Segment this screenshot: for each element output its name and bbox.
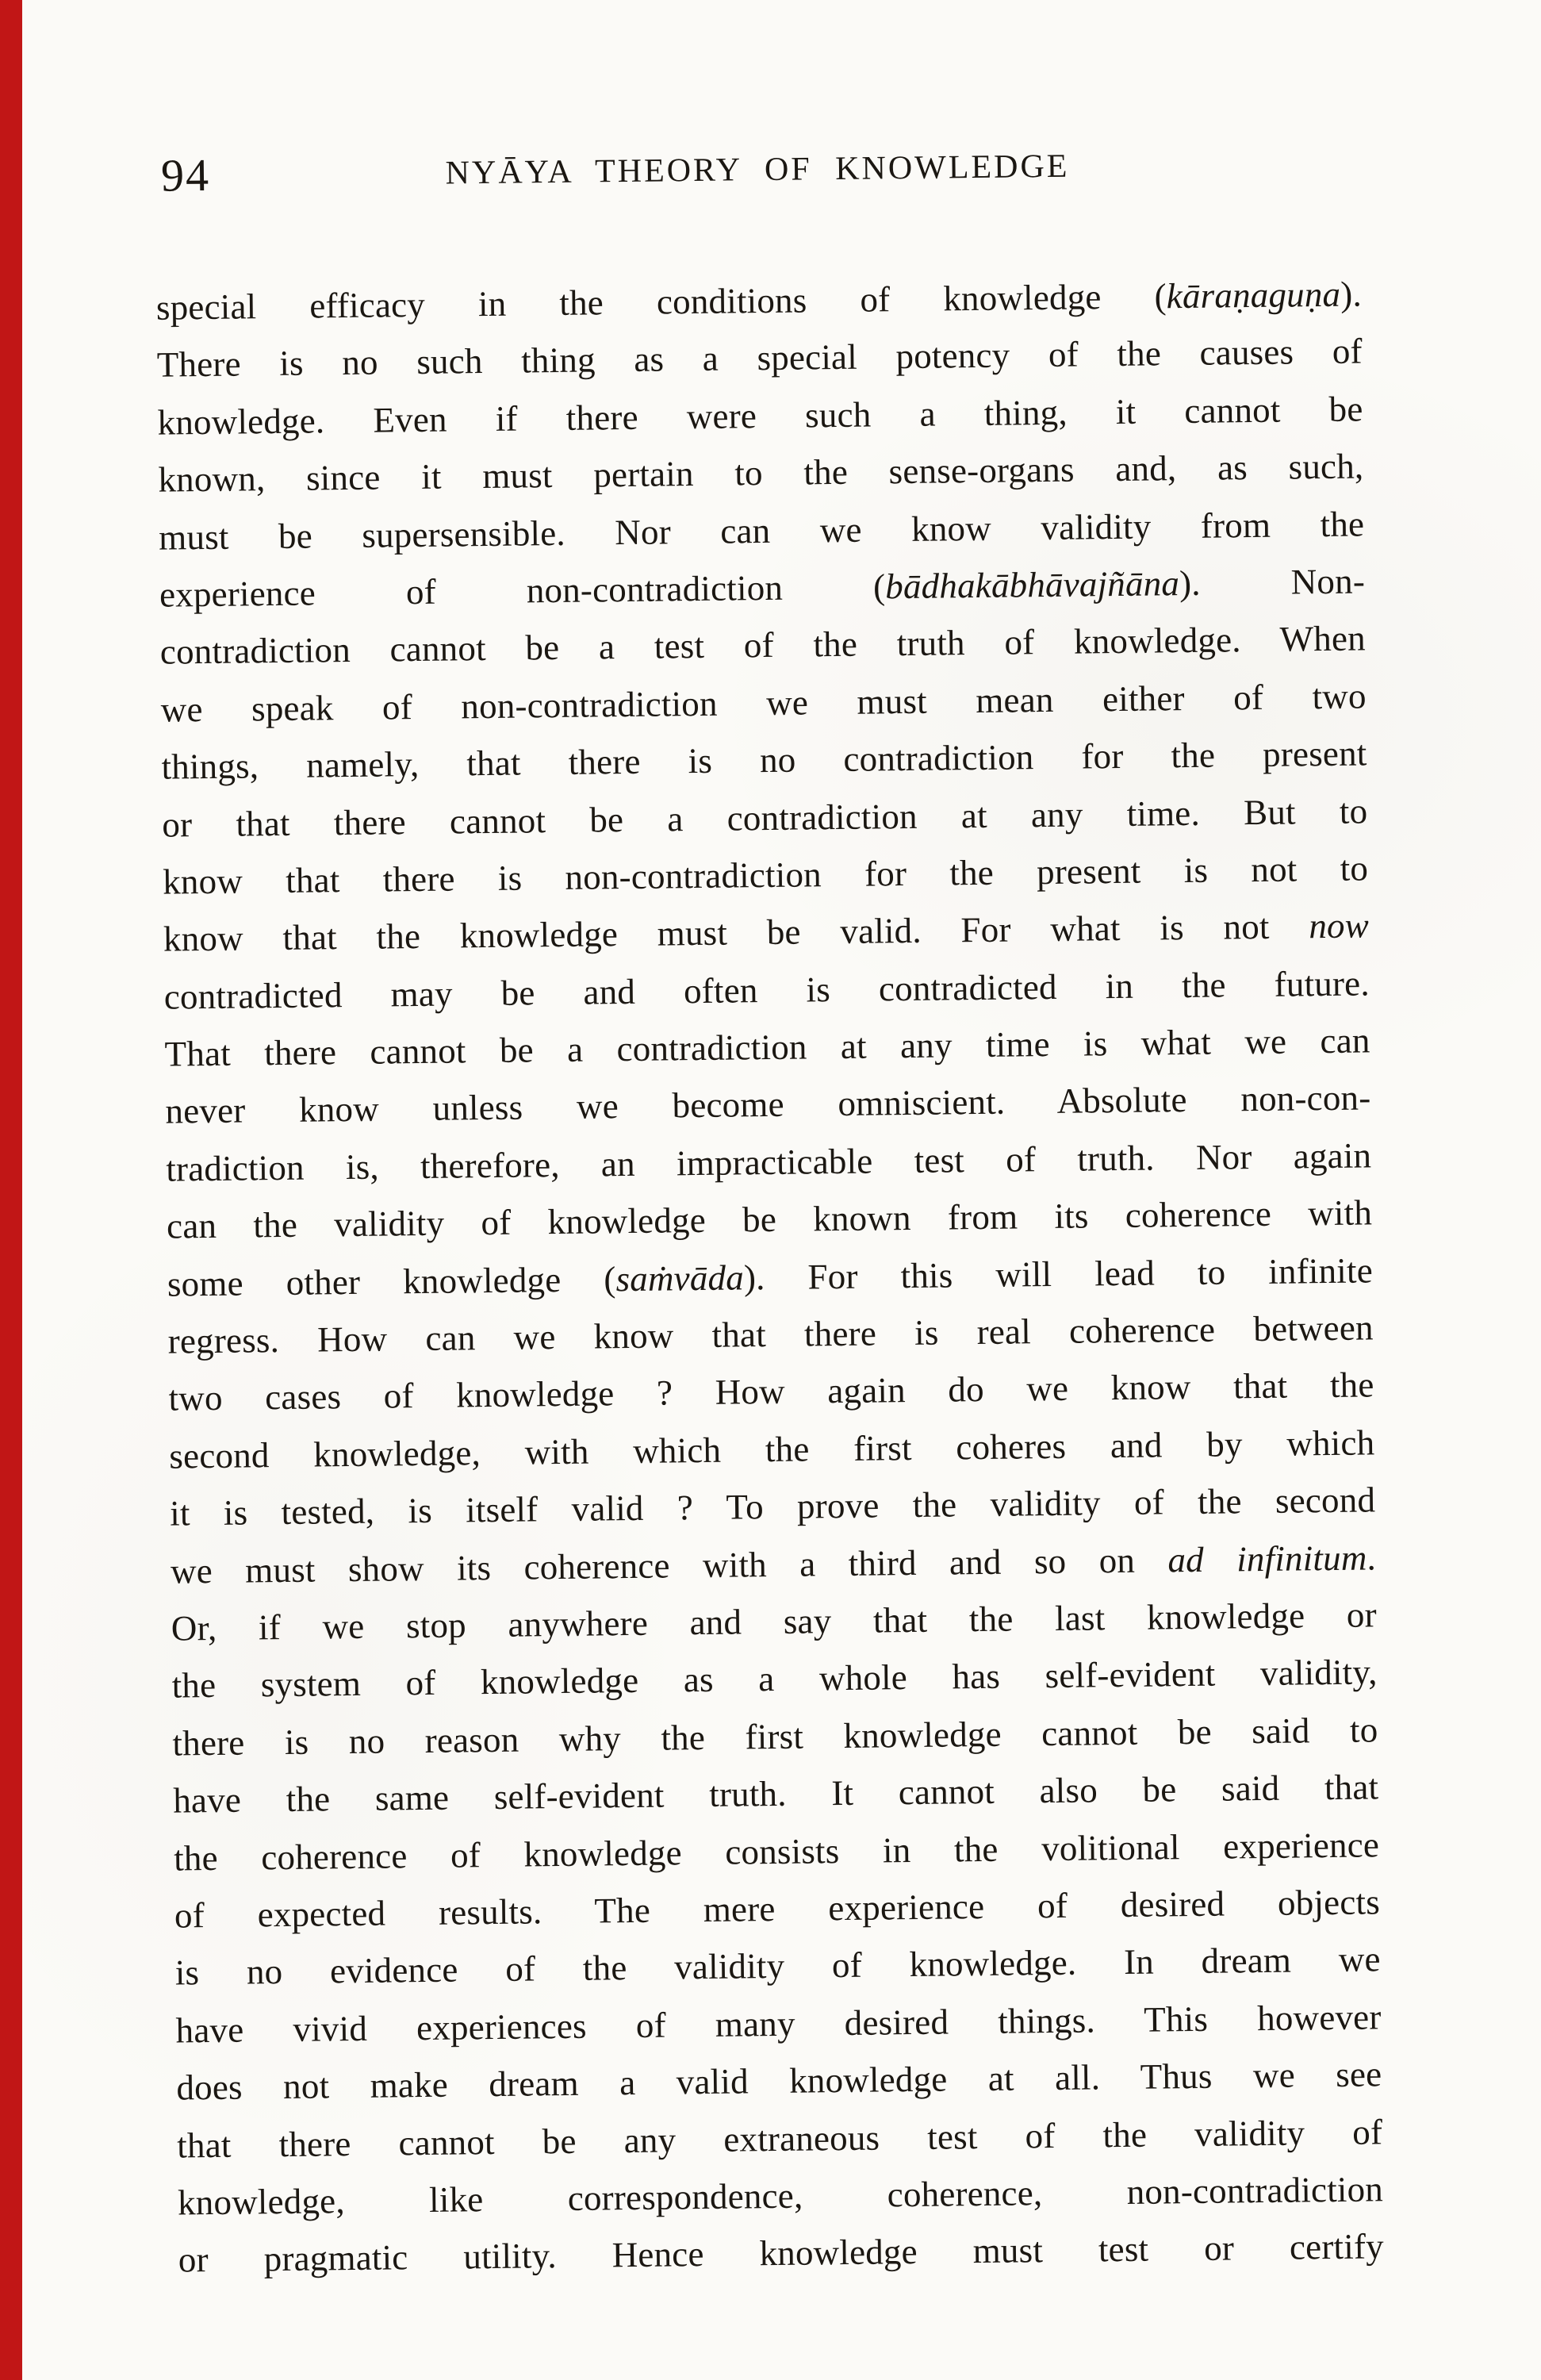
body-line: contradiction cannot be a test of the truth of knowledge. When <box>159 618 1367 673</box>
body-line: contradicted may be and often is contradicted in the future. <box>163 963 1370 1017</box>
body-line: Or, if we stop anywhere and say that the last knowledge or <box>171 1595 1378 1649</box>
scan-content <box>155 142 1384 2289</box>
body-line: must be supersensible. Nor can we know validity from the <box>158 503 1365 558</box>
body-line: know that there is non-contradiction for the present is not to <box>162 848 1369 902</box>
body-line: that there cannot be any extraneous test of the validity of <box>176 2111 1383 2166</box>
body-line: knowledge, like correspondence, coherence, non-contradiction <box>177 2169 1384 2223</box>
body-line: tradiction is, therefore, an impracticable test of truth. Nor again <box>165 1135 1372 1189</box>
scan-edge-artifact <box>0 0 22 2380</box>
page-header <box>155 142 1361 205</box>
body-line: of expected results. The mere experience of desired objects <box>174 1882 1381 1936</box>
body-line: knowledge. Even if there were such a thing, it cannot be <box>157 389 1363 443</box>
body-line: know that the knowledge must be valid. For what is not now <box>163 905 1370 959</box>
body-line: the coherence of knowledge consists in the volitional experience <box>173 1824 1380 1879</box>
body-line: have the same self-evident truth. It cannot also be said that <box>173 1767 1379 1821</box>
body-line: the system of knowledge as a whole has self-evident validity, <box>171 1652 1378 1706</box>
body-line: experience of non-contradiction (bādhakābhāvajñāna). Non- <box>159 561 1366 615</box>
body-line: That there cannot be a contradiction at any time is what we can <box>164 1020 1370 1074</box>
running-title: NYĀYA THEORY OF KNOWLEDGE <box>445 148 1070 192</box>
body-text <box>156 265 1385 2289</box>
body-line: we speak of non-contradiction we must mean either of two <box>160 676 1367 730</box>
body-line: second knowledge, with which the first coheres and by which <box>169 1422 1375 1476</box>
body-line: never know unless we become omniscient. Absolute non-con- <box>165 1077 1371 1132</box>
page-number: 94 <box>160 148 211 202</box>
body-line: There is no such thing as a special potency of the causes of <box>156 331 1363 386</box>
body-line: or pragmatic utility. Hence knowledge must test or certify <box>178 2226 1385 2280</box>
body-line: things, namely, that there is no contradiction for the present <box>161 733 1367 787</box>
body-line: or that there cannot be a contradiction at any time. But to <box>162 790 1368 845</box>
body-line: have vivid experiences of many desired things. This however <box>175 1997 1382 2051</box>
body-line: can the validity of knowledge be known from its coherence with <box>166 1192 1373 1246</box>
body-line: two cases of knowledge ? How again do we know that the <box>168 1365 1374 1419</box>
body-line: it is tested, is itself valid ? To prove the validity of the second <box>169 1480 1376 1534</box>
body-line: we must show its coherence with a third and so on ad infinitum. <box>170 1537 1377 1591</box>
body-line: regress. How can we know that there is real coherence between <box>167 1307 1374 1361</box>
body-line: known, since it must pertain to the sense-organs and, as such, <box>158 446 1364 500</box>
body-line: is no evidence of the validity of knowledge. In dream we <box>174 1939 1381 1993</box>
body-line: some other knowledge (saṁvāda). For this will lead to infinite <box>167 1250 1374 1304</box>
body-line: there is no reason why the first knowledge cannot be said to <box>172 1710 1378 1764</box>
body-line: does not make dream a valid knowledge at all. Thus we see <box>176 2054 1382 2108</box>
body-line: special efficacy in the conditions of knowledge (kāraṇaguṇa). <box>155 274 1363 328</box>
